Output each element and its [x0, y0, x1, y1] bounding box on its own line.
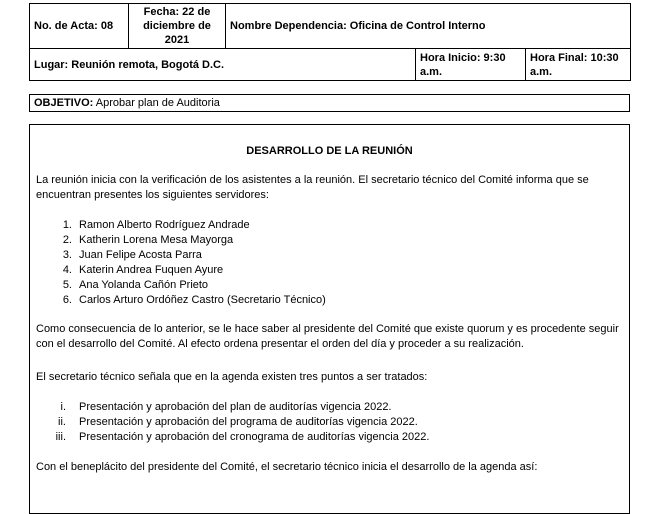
list-item: 5. Ana Yolanda Cañón Prieto [62, 279, 209, 291]
meeting-date: Fecha: 22 de diciembre de 2021 [129, 4, 226, 49]
agenda-intro: El secretario técnico señala que en la agenda existen tres puntos a ser tratados: [36, 371, 428, 383]
list-item: 2. Katherin Lorena Mesa Mayorga [62, 234, 234, 246]
meeting-location: Lugar: Reunión remota, Bogotá D.C. [30, 49, 416, 81]
dependency-name: Nombre Dependencia: Oficina de Control Interno [226, 4, 631, 49]
end-time: Hora Final: 10:30 a.m. [526, 49, 631, 81]
development-title: DESARROLLO DE LA REUNIÓN [246, 145, 413, 157]
objective-box [29, 94, 630, 112]
list-item: 4. Katerin Andrea Fuquen Ayure [62, 264, 224, 276]
list-item: iii. Presentación y aprobación del cronograma de auditorías vigencia 2022. [55, 431, 430, 443]
list-item: 6. Carlos Arturo Ordóñez Castro (Secretario Técnico) [62, 294, 326, 306]
objective-text: Aprobar plan de Auditoria [93, 97, 220, 109]
list-item: 1. Ramon Alberto Rodríguez Andrade [62, 219, 250, 231]
list-item: i. Presentación y aprobación del plan de auditorías vigencia 2022. [60, 401, 392, 413]
closing-paragraph: Con el beneplácito del presidente del Comité, el secretario técnico inicia el desarrollo de la agenda así: [36, 461, 538, 473]
list-item: 3. Juan Felipe Acosta Parra [62, 249, 202, 261]
header-table [29, 3, 631, 81]
attendees-list [36, 218, 326, 308]
acta-number: No. de Acta: 08 [30, 4, 129, 49]
intro-paragraph: La reunión inicia con la verificación de los asistentes a la reunión. El secretario técnico del Comité informa que se encuentran presentes los siguientes servidores: [36, 174, 589, 201]
list-item: ii. Presentación y aprobación del programa de auditorías vigencia 2022. [58, 416, 418, 428]
start-time: Hora Inicio: 9:30 a.m. [416, 49, 526, 81]
objective-label: OBJETIVO: [34, 97, 94, 109]
quorum-paragraph: Como consecuencia de lo anterior, se le hace saber al presidente del Comité que existe quorum y es procedente seguir con el desarrollo del Comité. Al efecto ordena presentar el orden del día y proceder a su realización. [36, 323, 619, 350]
agenda-list [36, 400, 429, 445]
